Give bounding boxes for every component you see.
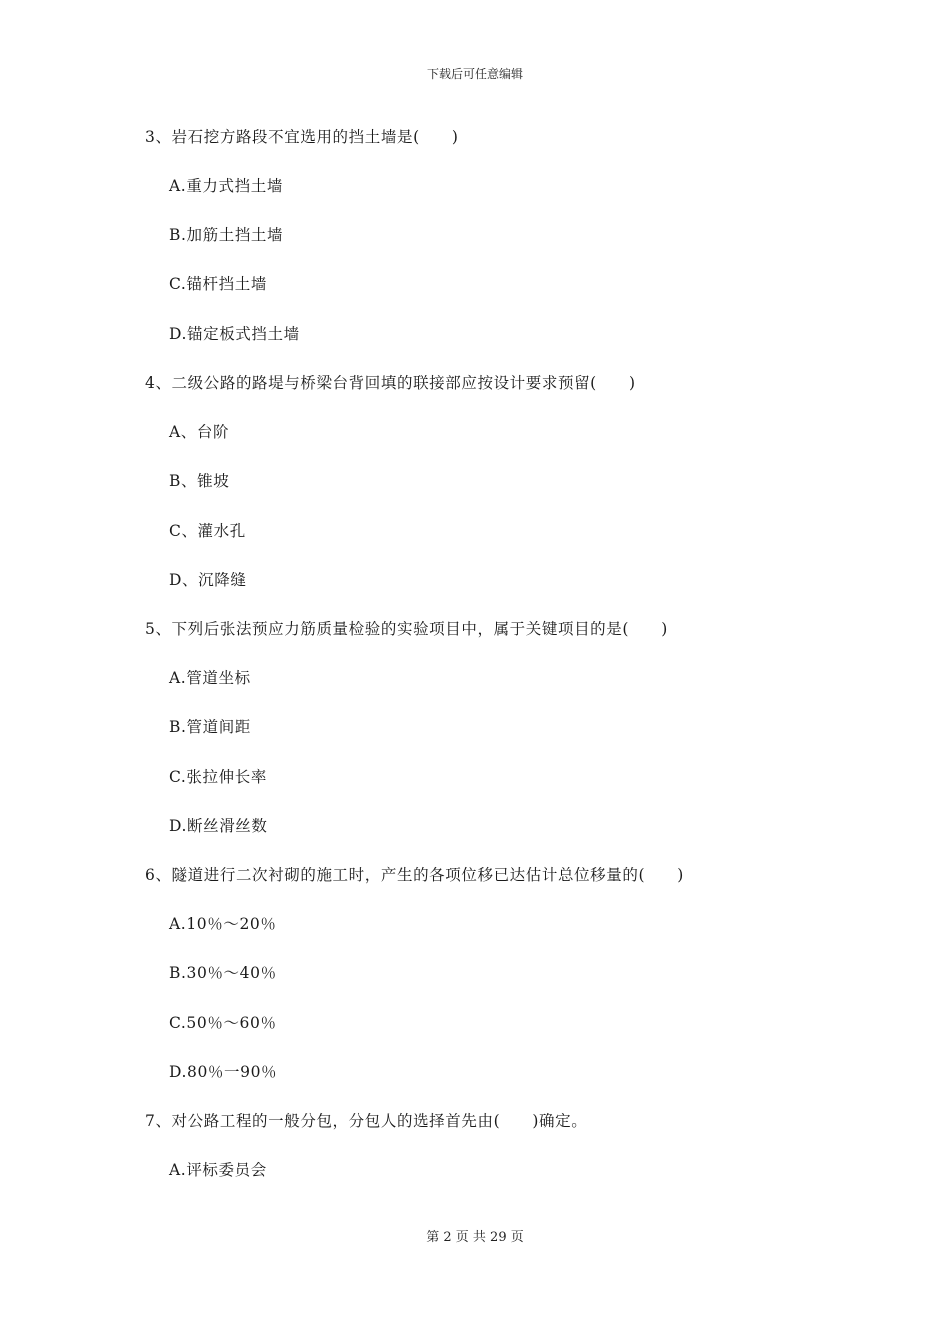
question-6-option-d: D.80％一90％ [169,1063,278,1081]
question-3-option-d: D.锚定板式挡土墙 [169,325,300,343]
question-4-option-a: A、台阶 [169,423,230,441]
question-5-option-c: C.张拉伸长率 [169,768,267,786]
question-6-option-c: C.50％～60％ [169,1014,277,1032]
question-6-option-a: A.10％～20％ [169,915,277,933]
page-header-note: 下载后可任意编辑 [426,67,523,81]
question-3-option-a: A.重力式挡土墙 [169,177,283,195]
question-6-option-b: B.30％～40％ [169,964,277,982]
question-4-option-b: B、锥坡 [169,472,230,490]
question-3-option-b: B.加筋土挡土墙 [169,226,284,244]
question-5-text: 5、下列后张法预应力筋质量检验的实验项目中，属于关键项目的是( ) [145,620,668,638]
question-4-option-c: C、灌水孔 [169,522,246,540]
question-4-option-d: D、沉降缝 [169,571,247,589]
question-4-text: 4、二级公路的路堤与桥梁台背回填的联接部应按设计要求预留( ) [145,374,636,392]
question-5-option-a: A.管道坐标 [169,669,251,687]
question-7-text: 7、对公路工程的一般分包，分包人的选择首先由( )确定。 [145,1112,588,1130]
question-3-option-c: C.锚杆挡土墙 [169,275,267,293]
question-5-option-b: B.管道间距 [169,718,251,736]
question-6-text: 6、隧道进行二次衬砌的施工时，产生的各项位移已达估计总位移量的( ) [145,866,684,884]
question-3-text: 3、岩石挖方路段不宜选用的挡土墙是( ) [145,128,459,146]
question-7-option-a: A.评标委员会 [169,1161,267,1179]
question-5-option-d: D.断丝滑丝数 [169,817,268,835]
page-number: 第 2 页 共 29 页 [426,1230,524,1245]
